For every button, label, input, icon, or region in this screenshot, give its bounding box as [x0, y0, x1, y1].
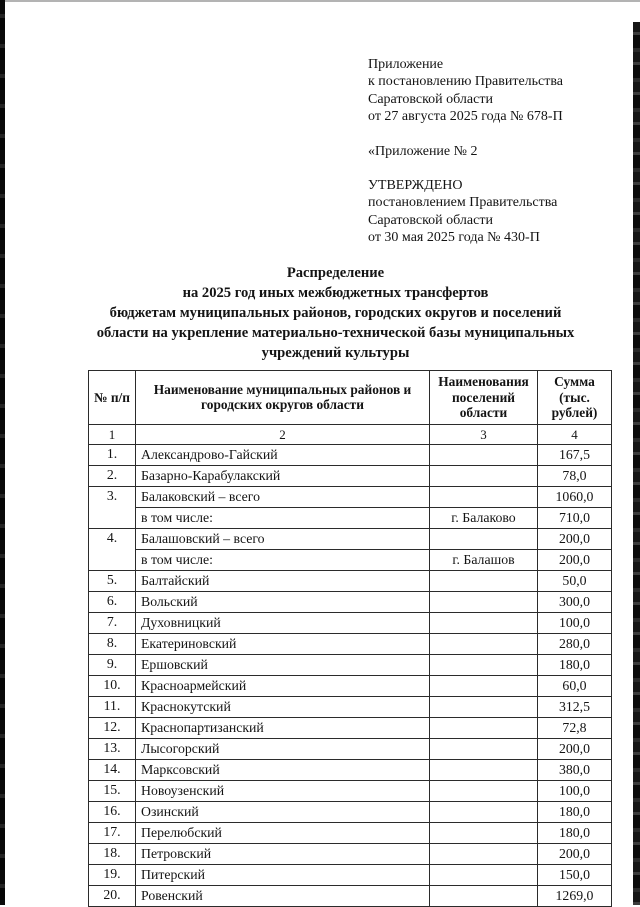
- row-num-cell: 4.: [89, 528, 136, 570]
- settlement-cell: [430, 885, 538, 906]
- table-subrow: [89, 549, 612, 570]
- row-num-cell: 15.: [89, 780, 136, 801]
- sum-cell: 380,0: [538, 759, 612, 780]
- district-cell: Балтайский: [136, 570, 430, 591]
- settlement-cell: [430, 717, 538, 738]
- column-number: 3: [430, 424, 538, 444]
- row-num-cell: 17.: [89, 822, 136, 843]
- scan-artifact-right-edge: [633, 22, 640, 905]
- title-line: бюджетам муниципальных районов, городских округов и поселений: [109, 305, 562, 321]
- sum-cell: 100,0: [538, 612, 612, 633]
- settlement-cell: [430, 759, 538, 780]
- district-cell: Перелюбский: [136, 822, 430, 843]
- sum-cell: 200,0: [538, 528, 612, 549]
- district-cell: Лысогорский: [136, 738, 430, 759]
- sum-cell: 167,5: [538, 444, 612, 465]
- table-row: [89, 801, 612, 822]
- settlement-cell: [430, 780, 538, 801]
- table-row: [89, 570, 612, 591]
- appendix-line: к постановлению Правительства: [368, 74, 564, 90]
- settlement-cell: [430, 465, 538, 486]
- row-num-cell: 16.: [89, 801, 136, 822]
- district-cell: Краснопартизанский: [136, 717, 430, 738]
- allocation-table: [88, 370, 612, 907]
- settlement-cell: [430, 570, 538, 591]
- appendix-line: Приложение: [368, 57, 444, 72]
- district-cell: Балаковский – всего: [136, 486, 430, 507]
- district-cell: Ровенский: [136, 885, 430, 906]
- column-number: 2: [136, 424, 430, 444]
- spacer: [368, 160, 563, 177]
- table-subrow: [89, 507, 612, 528]
- appendix-header-block: [368, 56, 563, 247]
- district-cell: в том числе:: [136, 507, 430, 528]
- sum-cell: 300,0: [538, 591, 612, 612]
- row-num-cell: 5.: [89, 570, 136, 591]
- sum-cell: 200,0: [538, 738, 612, 759]
- header-num: № п/п: [89, 371, 136, 425]
- sum-cell: 72,8: [538, 717, 612, 738]
- column-number-row: [89, 424, 612, 444]
- table-row: [89, 528, 612, 549]
- settlement-cell: [430, 486, 538, 507]
- district-cell: Базарно-Карабулакский: [136, 465, 430, 486]
- table-row: [89, 843, 612, 864]
- row-num-cell: 20.: [89, 885, 136, 906]
- appendix-line: от 27 августа 2025 года № 678-П: [368, 109, 563, 125]
- sum-cell: 78,0: [538, 465, 612, 486]
- table-row: [89, 612, 612, 633]
- district-cell: в том числе:: [136, 549, 430, 570]
- settlement-cell: г. Балаково: [430, 507, 538, 528]
- district-cell: Александрово-Гайский: [136, 444, 430, 465]
- title-line: на 2025 год иных межбюджетных трансфертов: [182, 285, 489, 301]
- settlement-cell: [430, 591, 538, 612]
- column-number: 1: [89, 424, 136, 444]
- spacer: [368, 126, 563, 143]
- district-cell: Озинский: [136, 801, 430, 822]
- scan-artifact-top-edge: [0, 0, 640, 2]
- table-row: [89, 738, 612, 759]
- document-title: [88, 263, 583, 363]
- sum-cell: 200,0: [538, 549, 612, 570]
- title-line: Распределение: [286, 265, 385, 281]
- row-num-cell: 6.: [89, 591, 136, 612]
- settlement-cell: [430, 675, 538, 696]
- table-row: [89, 591, 612, 612]
- settlement-cell: [430, 696, 538, 717]
- approved-line: от 30 мая 2025 года № 430-П: [368, 230, 540, 246]
- settlement-cell: [430, 864, 538, 885]
- scan-artifact-left-edge: [0, 0, 5, 905]
- sum-cell: 280,0: [538, 633, 612, 654]
- sum-cell: 312,5: [538, 696, 612, 717]
- settlement-cell: [430, 801, 538, 822]
- approved-line: УТВЕРЖДЕНО: [368, 178, 463, 194]
- appendix-line: Саратовской области: [368, 91, 493, 107]
- table-row: [89, 759, 612, 780]
- table-row: [89, 675, 612, 696]
- approved-line: Саратовской области: [368, 212, 493, 228]
- settlement-cell: [430, 612, 538, 633]
- table-row: [89, 696, 612, 717]
- table-row: [89, 633, 612, 654]
- table-row: [89, 465, 612, 486]
- settlement-cell: [430, 843, 538, 864]
- district-cell: Петровский: [136, 843, 430, 864]
- settlement-cell: [430, 528, 538, 549]
- settlement-cell: г. Балашов: [430, 549, 538, 570]
- settlement-cell: [430, 738, 538, 759]
- district-cell: Краснокутский: [136, 696, 430, 717]
- sum-cell: 50,0: [538, 570, 612, 591]
- sum-cell: 1269,0: [538, 885, 612, 906]
- sum-cell: 180,0: [538, 654, 612, 675]
- title-line: области на укрепление материально-технической базы муниципальных: [96, 325, 575, 341]
- settlement-cell: [430, 633, 538, 654]
- row-num-cell: 3.: [89, 486, 136, 528]
- district-cell: Духовницкий: [136, 612, 430, 633]
- header-settlement: Наименования поселений области: [430, 371, 538, 425]
- sum-cell: 150,0: [538, 864, 612, 885]
- row-num-cell: 18.: [89, 843, 136, 864]
- row-num-cell: 2.: [89, 465, 136, 486]
- sum-cell: 200,0: [538, 843, 612, 864]
- sum-cell: 1060,0: [538, 486, 612, 507]
- table-row: [89, 486, 612, 507]
- district-cell: Ершовский: [136, 654, 430, 675]
- row-num-cell: 10.: [89, 675, 136, 696]
- table-header-row: [89, 371, 612, 425]
- row-num-cell: 19.: [89, 864, 136, 885]
- sum-cell: 710,0: [538, 507, 612, 528]
- row-num-cell: 9.: [89, 654, 136, 675]
- row-num-cell: 7.: [89, 612, 136, 633]
- settlement-cell: [430, 822, 538, 843]
- row-num-cell: 13.: [89, 738, 136, 759]
- appendix-number-line: «Приложение № 2: [368, 143, 478, 159]
- district-cell: Балашовский – всего: [136, 528, 430, 549]
- table-row: [89, 822, 612, 843]
- row-num-cell: 8.: [89, 633, 136, 654]
- header-sum: Сумма (тыс. рублей): [538, 371, 612, 425]
- table-row: [89, 717, 612, 738]
- sum-cell: 60,0: [538, 675, 612, 696]
- column-number: 4: [538, 424, 612, 444]
- header-district: Наименование муниципальных районов и городских округов области: [136, 371, 430, 425]
- table-row: [89, 780, 612, 801]
- sum-cell: 180,0: [538, 801, 612, 822]
- settlement-cell: [430, 654, 538, 675]
- settlement-cell: [430, 444, 538, 465]
- row-num-cell: 1.: [89, 444, 136, 465]
- row-num-cell: 11.: [89, 696, 136, 717]
- approved-line: постановлением Правительства: [368, 195, 558, 211]
- sum-cell: 180,0: [538, 822, 612, 843]
- row-num-cell: 14.: [89, 759, 136, 780]
- district-cell: Екатериновский: [136, 633, 430, 654]
- table-row: [89, 444, 612, 465]
- table-row: [89, 654, 612, 675]
- district-cell: Вольский: [136, 591, 430, 612]
- district-cell: Новоузенский: [136, 780, 430, 801]
- table-row: [89, 885, 612, 906]
- district-cell: Питерский: [136, 864, 430, 885]
- row-num-cell: 12.: [89, 717, 136, 738]
- sum-cell: 100,0: [538, 780, 612, 801]
- table-row: [89, 864, 612, 885]
- district-cell: Красноармейский: [136, 675, 430, 696]
- district-cell: Марксовский: [136, 759, 430, 780]
- title-line: учреждений культуры: [261, 345, 410, 361]
